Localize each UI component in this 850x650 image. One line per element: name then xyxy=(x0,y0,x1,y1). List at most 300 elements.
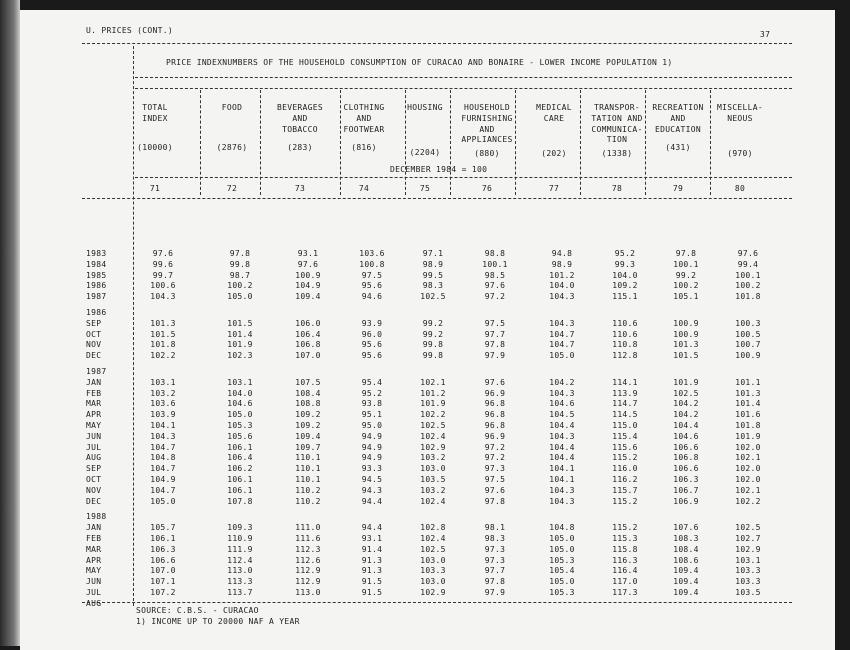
table-cell: 93.9 xyxy=(361,318,383,328)
table-cell: 115.0 xyxy=(612,421,638,430)
table-cell: 104.2 xyxy=(673,399,699,409)
table-cell: 96.9 xyxy=(484,431,506,441)
section-title: U. PRICES (CONT.) xyxy=(86,26,173,35)
column-weight: (2204) xyxy=(409,148,441,157)
table-cell: 110.6 xyxy=(612,329,638,339)
table-cell: 102.0 xyxy=(735,442,761,452)
row-label: SEP xyxy=(86,464,102,474)
table-cell: 106.9 xyxy=(673,496,699,506)
table-cell: 116.2 xyxy=(612,475,638,484)
table-cell: 109.4 xyxy=(295,292,321,302)
table-cell: 101.5 xyxy=(227,318,253,328)
table-cell: 106.8 xyxy=(673,453,699,463)
table-cell: 113.9 xyxy=(612,388,638,398)
table-cell: 97.7 xyxy=(484,566,506,576)
column-code: 75 xyxy=(419,184,431,193)
column-code: 71 xyxy=(149,184,161,193)
row-label: NOV xyxy=(86,485,102,495)
table-cell: 103.1 xyxy=(227,377,253,387)
table-cell: 101.4 xyxy=(227,329,253,339)
row-label: AUG xyxy=(86,453,102,463)
row-label: JAN xyxy=(86,377,102,387)
table-cell: 104.6 xyxy=(673,431,699,441)
row-label: AUG xyxy=(86,598,102,608)
table-cell: 102.9 xyxy=(420,588,446,597)
table-cell: 96.9 xyxy=(484,388,506,398)
row-label: DEC xyxy=(86,496,102,506)
table-cell: 110.2 xyxy=(295,485,321,495)
table-cell: 102.0 xyxy=(735,475,761,484)
table-cell: 102.9 xyxy=(735,544,761,554)
column-separator xyxy=(340,90,341,195)
table-cell: 108.6 xyxy=(673,555,699,565)
table-cell: 97.6 xyxy=(737,249,759,258)
table-cell: 99.2 xyxy=(422,318,444,328)
table-cell: 91.3 xyxy=(361,555,383,565)
table-cell: 110.9 xyxy=(227,534,253,543)
table-cell: 91.5 xyxy=(361,588,383,597)
table-cell: 115.2 xyxy=(612,453,638,463)
column-separator xyxy=(260,90,261,195)
table-cell: 102.5 xyxy=(420,292,446,302)
table-cell: 95.6 xyxy=(361,351,383,361)
table-cell: 104.5 xyxy=(549,410,575,420)
table-cell: 104.7 xyxy=(549,329,575,339)
table-cell: 101.9 xyxy=(735,431,761,441)
table-cell: 104.3 xyxy=(549,318,575,328)
base-period: DECEMBER 1984 = 100 xyxy=(390,165,488,174)
table-cell: 98.5 xyxy=(484,270,506,280)
table-cell: 97.3 xyxy=(484,544,506,554)
table-cell: 97.3 xyxy=(484,555,506,565)
table-cell: 100.7 xyxy=(735,340,761,350)
table-cell: 105.0 xyxy=(150,496,176,506)
table-cell: 95.6 xyxy=(361,340,383,350)
table-cell: 97.6 xyxy=(152,249,174,258)
table-cell: 115.2 xyxy=(612,523,638,533)
table-cell: 104.7 xyxy=(549,340,575,350)
table-cell: 100.1 xyxy=(673,259,699,269)
divider xyxy=(135,88,792,89)
table-cell: 100.9 xyxy=(735,351,761,361)
table-cell: 105.0 xyxy=(549,351,575,361)
table-cell: 104.3 xyxy=(549,496,575,506)
table-cell: 104.9 xyxy=(150,475,176,484)
table-cell: 94.4 xyxy=(361,496,383,506)
column-code: 76 xyxy=(481,184,493,193)
column-code: 79 xyxy=(672,184,684,193)
table-cell: 104.8 xyxy=(549,523,575,533)
table-cell: 106.7 xyxy=(673,485,699,495)
row-label: FEB xyxy=(86,388,102,398)
table-cell: 103.3 xyxy=(735,577,761,587)
table-cell: 105.0 xyxy=(549,534,575,543)
table-cell: 103.0 xyxy=(420,464,446,474)
table-cell: 107.1 xyxy=(150,577,176,587)
column-header: MEDICAL CARE xyxy=(536,103,572,123)
table-cell: 104.0 xyxy=(227,388,253,398)
column-weight: (970) xyxy=(727,149,753,158)
table-cell: 99.5 xyxy=(422,270,444,280)
table-cell: 95.0 xyxy=(361,421,383,430)
table-cell: 105.7 xyxy=(150,523,176,533)
table-cell: 100.9 xyxy=(295,270,321,280)
table-cell: 97.9 xyxy=(484,351,506,361)
table-cell: 103.3 xyxy=(420,566,446,576)
row-label-separator xyxy=(133,46,134,606)
table-cell: 104.4 xyxy=(673,421,699,430)
table-cell: 98.9 xyxy=(422,259,444,269)
table-cell: 103.6 xyxy=(359,249,385,258)
row-label: 1985 xyxy=(86,270,107,280)
column-header: RECREATION AND EDUCATION xyxy=(652,103,704,134)
column-code: 72 xyxy=(226,184,238,193)
divider xyxy=(82,602,792,603)
table-cell: 109.4 xyxy=(673,588,699,597)
table-cell: 105.0 xyxy=(549,544,575,554)
row-label: JUL xyxy=(86,442,102,452)
table-cell: 104.2 xyxy=(673,410,699,420)
table-cell: 115.7 xyxy=(612,485,638,495)
table-cell: 110.8 xyxy=(612,340,638,350)
table-cell: 97.5 xyxy=(484,318,506,328)
table-cell: 106.4 xyxy=(295,329,321,339)
table-cell: 95.6 xyxy=(361,281,383,291)
row-label: 1986 xyxy=(86,281,107,291)
table-cell: 107.0 xyxy=(295,351,321,361)
table-cell: 102.5 xyxy=(735,523,761,533)
footnote: 1) INCOME UP TO 20000 NAF A YEAR xyxy=(136,617,300,626)
table-cell: 100.3 xyxy=(735,318,761,328)
table-cell: 104.3 xyxy=(549,485,575,495)
row-label: 1984 xyxy=(86,259,107,269)
column-weight: (1338) xyxy=(601,149,633,158)
column-separator xyxy=(200,90,201,195)
table-cell: 103.5 xyxy=(420,475,446,484)
column-weight: (283) xyxy=(287,143,313,152)
table-cell: 109.4 xyxy=(673,577,699,587)
table-cell: 100.9 xyxy=(673,329,699,339)
table-cell: 99.7 xyxy=(152,270,174,280)
table-cell: 104.7 xyxy=(150,485,176,495)
table-cell: 108.4 xyxy=(673,544,699,554)
table-cell: 102.8 xyxy=(420,523,446,533)
table-cell: 102.5 xyxy=(673,388,699,398)
column-separator xyxy=(405,90,406,195)
table-cell: 97.2 xyxy=(484,453,506,463)
source-note: SOURCE: C.B.S. - CURACAO xyxy=(136,606,259,615)
table-cell: 96.0 xyxy=(361,329,383,339)
table-cell: 97.5 xyxy=(484,475,506,484)
table-cell: 95.1 xyxy=(361,410,383,420)
table-cell: 94.5 xyxy=(361,475,383,484)
column-header: MISCELLA- NEOUS xyxy=(716,103,764,123)
column-separator xyxy=(710,90,711,195)
table-cell: 95.4 xyxy=(361,377,383,387)
table-cell: 109.4 xyxy=(295,431,321,441)
table-cell: 105.3 xyxy=(227,421,253,430)
column-separator xyxy=(645,90,646,195)
table-cell: 100.9 xyxy=(673,318,699,328)
column-weight: (2876) xyxy=(216,143,248,152)
table-cell: 111.6 xyxy=(295,534,321,543)
table-cell: 99.8 xyxy=(229,259,251,269)
table-title: PRICE INDEXNUMBERS OF THE HOUSEHOLD CONSUMPTION OF CURACAO AND BONAIRE - LOWER INCOME POPULATION 1) xyxy=(166,58,673,67)
table-cell: 106.1 xyxy=(150,534,176,543)
table-cell: 98.8 xyxy=(484,249,506,258)
divider xyxy=(135,177,792,178)
table-cell: 93.1 xyxy=(297,249,319,258)
table-cell: 115.2 xyxy=(612,496,638,506)
table-cell: 103.6 xyxy=(150,399,176,409)
table-cell: 109.2 xyxy=(612,281,638,291)
table-cell: 103.2 xyxy=(420,453,446,463)
table-cell: 101.1 xyxy=(735,377,761,387)
table-cell: 108.8 xyxy=(295,399,321,409)
table-cell: 112.6 xyxy=(295,555,321,565)
table-cell: 110.2 xyxy=(295,496,321,506)
table-cell: 94.6 xyxy=(361,292,383,302)
table-cell: 99.8 xyxy=(422,340,444,350)
table-cell: 103.9 xyxy=(150,410,176,420)
table-cell: 115.6 xyxy=(612,442,638,452)
table-cell: 91.4 xyxy=(361,544,383,554)
table-cell: 102.9 xyxy=(420,442,446,452)
table-cell: 97.6 xyxy=(484,377,506,387)
table-cell: 99.8 xyxy=(422,351,444,361)
table-cell: 103.1 xyxy=(150,377,176,387)
table-cell: 99.2 xyxy=(422,329,444,339)
table-cell: 104.0 xyxy=(549,281,575,291)
column-header: CLOTHING AND FOOTWEAR xyxy=(343,103,385,134)
column-code: 73 xyxy=(294,184,306,193)
table-cell: 116.4 xyxy=(612,566,638,576)
page-number: 37 xyxy=(760,30,771,39)
table-cell: 94.4 xyxy=(361,523,383,533)
table-cell: 104.7 xyxy=(150,464,176,474)
table-cell: 93.8 xyxy=(361,399,383,409)
table-cell: 106.1 xyxy=(227,475,253,484)
row-label: JUL xyxy=(86,588,102,597)
table-cell: 104.7 xyxy=(150,442,176,452)
table-cell: 111.9 xyxy=(227,544,253,554)
table-cell: 104.6 xyxy=(549,399,575,409)
document-page xyxy=(20,10,835,650)
row-label: FEB xyxy=(86,534,102,543)
table-cell: 111.0 xyxy=(295,523,321,533)
table-cell: 101.2 xyxy=(549,270,575,280)
table-cell: 101.3 xyxy=(673,340,699,350)
column-header: HOUSEHOLD FURNISHING AND APPLIANCES xyxy=(461,103,513,145)
table-cell: 101.3 xyxy=(735,388,761,398)
table-cell: 95.2 xyxy=(361,388,383,398)
row-label: DEC xyxy=(86,351,102,361)
table-cell: 93.1 xyxy=(361,534,383,543)
table-cell: 114.7 xyxy=(612,399,638,409)
table-cell: 105.3 xyxy=(549,588,575,597)
column-weight: (10000) xyxy=(137,143,173,152)
table-cell: 102.7 xyxy=(735,534,761,543)
table-cell: 106.3 xyxy=(150,544,176,554)
table-cell: 104.4 xyxy=(549,421,575,430)
table-cell: 105.3 xyxy=(549,555,575,565)
table-cell: 109.3 xyxy=(227,523,253,533)
table-cell: 104.4 xyxy=(549,453,575,463)
row-label: JUN xyxy=(86,431,102,441)
table-cell: 103.0 xyxy=(420,555,446,565)
table-cell: 104.1 xyxy=(549,464,575,474)
table-cell: 94.9 xyxy=(361,431,383,441)
table-cell: 109.2 xyxy=(295,421,321,430)
divider xyxy=(82,43,792,44)
table-cell: 95.2 xyxy=(614,249,636,258)
column-weight: (202) xyxy=(541,149,567,158)
table-cell: 102.2 xyxy=(150,351,176,361)
table-cell: 104.4 xyxy=(549,442,575,452)
table-cell: 96.8 xyxy=(484,410,506,420)
table-cell: 101.3 xyxy=(150,318,176,328)
row-label: MAR xyxy=(86,399,102,409)
table-cell: 97.1 xyxy=(422,249,444,258)
table-cell: 104.6 xyxy=(227,399,253,409)
table-cell: 104.8 xyxy=(150,453,176,463)
table-cell: 97.8 xyxy=(675,249,697,258)
table-cell: 103.3 xyxy=(735,566,761,576)
table-cell: 100.2 xyxy=(735,281,761,291)
row-label: NOV xyxy=(86,340,102,350)
table-cell: 99.2 xyxy=(675,270,697,280)
table-cell: 97.2 xyxy=(484,442,506,452)
table-cell: 102.1 xyxy=(420,377,446,387)
table-cell: 100.6 xyxy=(150,281,176,291)
column-code: 74 xyxy=(358,184,370,193)
table-cell: 100.1 xyxy=(735,270,761,280)
table-cell: 97.9 xyxy=(484,588,506,597)
table-cell: 102.4 xyxy=(420,496,446,506)
table-cell: 97.2 xyxy=(484,292,506,302)
table-cell: 106.1 xyxy=(227,442,253,452)
table-cell: 106.6 xyxy=(150,555,176,565)
table-cell: 97.8 xyxy=(484,340,506,350)
table-cell: 117.3 xyxy=(612,588,638,597)
table-cell: 101.6 xyxy=(735,410,761,420)
table-cell: 105.0 xyxy=(227,410,253,420)
row-label: APR xyxy=(86,410,102,420)
table-cell: 102.5 xyxy=(420,421,446,430)
table-cell: 117.0 xyxy=(612,577,638,587)
column-separator xyxy=(515,90,516,195)
table-cell: 94.3 xyxy=(361,485,383,495)
table-cell: 105.0 xyxy=(227,292,253,302)
table-cell: 109.7 xyxy=(295,442,321,452)
row-label: MAR xyxy=(86,544,102,554)
table-cell: 112.9 xyxy=(295,566,321,576)
table-cell: 94.9 xyxy=(361,453,383,463)
table-cell: 104.9 xyxy=(295,281,321,291)
table-cell: 97.8 xyxy=(484,577,506,587)
table-cell: 101.8 xyxy=(735,421,761,430)
table-cell: 102.0 xyxy=(735,464,761,474)
divider xyxy=(135,77,792,78)
table-cell: 97.6 xyxy=(297,259,319,269)
table-cell: 104.1 xyxy=(549,475,575,484)
table-cell: 101.4 xyxy=(735,399,761,409)
table-cell: 98.9 xyxy=(551,259,573,269)
table-cell: 107.0 xyxy=(150,566,176,576)
row-label: JAN xyxy=(86,523,102,533)
column-header: BEVERAGES AND TOBACCO xyxy=(276,103,324,134)
table-cell: 104.0 xyxy=(612,270,638,280)
table-cell: 101.5 xyxy=(150,329,176,339)
table-cell: 98.1 xyxy=(484,523,506,533)
column-header: FOOD xyxy=(221,103,243,112)
table-cell: 113.7 xyxy=(227,588,253,597)
table-cell: 106.2 xyxy=(227,464,253,474)
column-code: 80 xyxy=(734,184,746,193)
table-cell: 100.1 xyxy=(482,259,508,269)
table-cell: 99.6 xyxy=(152,259,174,269)
table-cell: 113.0 xyxy=(227,566,253,576)
table-cell: 102.5 xyxy=(420,544,446,554)
table-cell: 110.1 xyxy=(295,464,321,474)
group-heading: 1986 xyxy=(86,308,107,317)
table-cell: 104.3 xyxy=(150,431,176,441)
table-cell: 102.1 xyxy=(735,485,761,495)
column-separator xyxy=(580,90,581,195)
table-cell: 112.4 xyxy=(227,555,253,565)
table-cell: 96.8 xyxy=(484,421,506,430)
table-cell: 106.0 xyxy=(295,318,321,328)
table-cell: 100.2 xyxy=(673,281,699,291)
table-cell: 110.1 xyxy=(295,475,321,484)
table-cell: 108.4 xyxy=(295,388,321,398)
table-cell: 116.3 xyxy=(612,555,638,565)
column-separator xyxy=(450,90,451,195)
table-cell: 105.1 xyxy=(673,292,699,302)
table-cell: 109.2 xyxy=(295,410,321,420)
table-cell: 103.2 xyxy=(420,485,446,495)
table-cell: 101.9 xyxy=(227,340,253,350)
table-cell: 98.7 xyxy=(229,270,251,280)
table-cell: 109.4 xyxy=(673,566,699,576)
table-cell: 106.8 xyxy=(295,340,321,350)
table-cell: 102.2 xyxy=(735,496,761,506)
table-cell: 103.5 xyxy=(735,588,761,597)
row-label: 1983 xyxy=(86,249,107,258)
row-label: MAY xyxy=(86,421,102,430)
table-cell: 98.3 xyxy=(422,281,444,291)
column-header: HOUSING xyxy=(407,103,443,112)
table-cell: 97.5 xyxy=(361,270,383,280)
table-cell: 101.8 xyxy=(150,340,176,350)
table-cell: 115.3 xyxy=(612,534,638,543)
table-cell: 100.8 xyxy=(359,259,385,269)
row-label: JUN xyxy=(86,577,102,587)
table-cell: 97.8 xyxy=(484,496,506,506)
column-weight: (431) xyxy=(665,143,691,152)
group-heading: 1988 xyxy=(86,512,107,522)
table-cell: 97.3 xyxy=(484,464,506,474)
row-label: SEP xyxy=(86,318,102,328)
table-cell: 94.8 xyxy=(551,249,573,258)
divider xyxy=(82,198,792,199)
table-cell: 110.6 xyxy=(612,318,638,328)
table-cell: 106.6 xyxy=(673,464,699,474)
table-cell: 100.5 xyxy=(735,329,761,339)
column-header: TRANSPOR- TATION AND COMMUNICA- TION xyxy=(591,103,643,145)
table-cell: 93.3 xyxy=(361,464,383,474)
row-label: OCT xyxy=(86,475,102,484)
